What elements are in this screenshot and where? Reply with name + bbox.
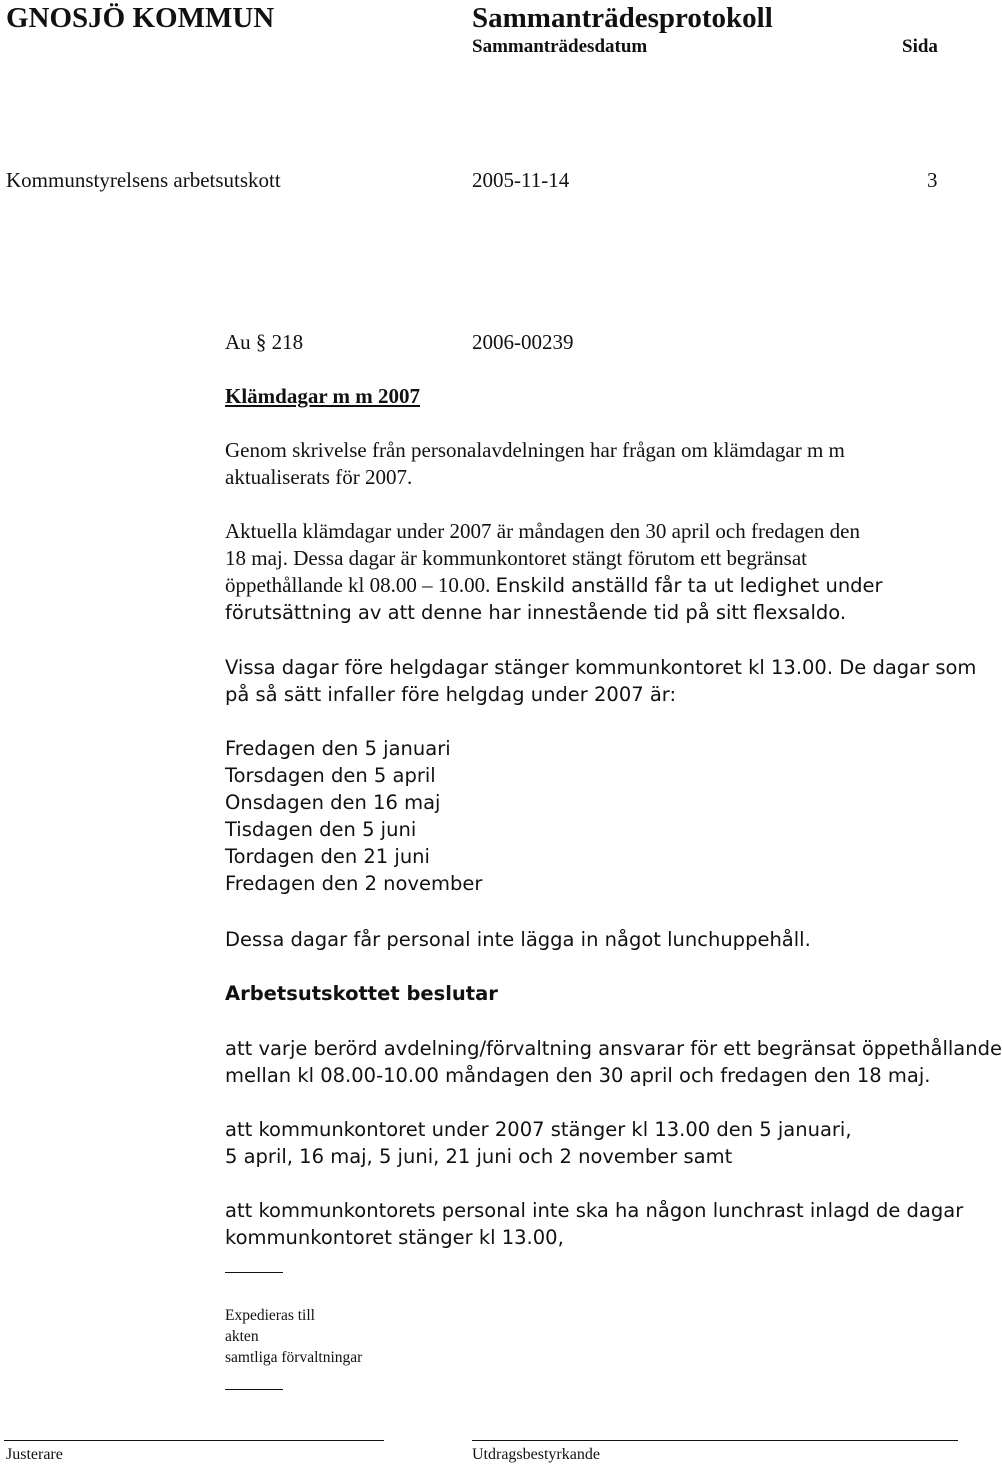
meeting-date: 2005-11-14 xyxy=(472,168,570,192)
municipality-name: GNOSJÖ KOMMUN xyxy=(6,2,275,34)
text-line: mellan kl 08.00-10.00 måndagen den 30 april och fredagen den 18 maj. xyxy=(225,1064,931,1087)
footer-rule-left xyxy=(4,1440,384,1441)
case-number: 2006-00239 xyxy=(472,330,574,354)
note xyxy=(225,926,955,953)
distribution xyxy=(225,1305,955,1368)
text-line: på så sätt infaller före helgdag under 2007 är: xyxy=(225,683,677,706)
text-fragment: Enskild anställd får ta ut ledighet under xyxy=(495,574,883,597)
list-item: Fredagen den 5 januari xyxy=(225,737,451,760)
recipient: akten xyxy=(225,1328,259,1345)
list-item: Tordagen den 21 juni xyxy=(225,845,430,868)
decision-item-2 xyxy=(225,1116,955,1170)
case-title: Klämdagar m m 2007 xyxy=(225,384,421,408)
text-line: 18 maj. Dessa dagar är kommunkontoret stängt förutom ett begränsat xyxy=(225,546,808,570)
list-item: Onsdagen den 16 maj xyxy=(225,791,441,814)
text-line xyxy=(225,654,977,681)
text-line: aktualiserats för 2007. xyxy=(225,465,413,489)
page-label: Sida xyxy=(902,36,938,57)
text-line xyxy=(225,572,955,599)
text-line: Aktuella klämdagar under 2007 är måndagen den 30 april och fredagen den xyxy=(225,519,861,543)
distribution-heading: Expedieras till xyxy=(225,1307,315,1324)
dates-list xyxy=(225,735,955,897)
decision-item-1 xyxy=(225,1035,1002,1089)
document-type: Sammanträdesprotokoll xyxy=(472,2,773,34)
text-line: kommunkontoret stänger kl 13.00, xyxy=(225,1226,564,1249)
footer-rule-right xyxy=(472,1440,958,1441)
text-line: att varje berörd avdelning/förvaltning ansvarar för ett begränsat öppethållande xyxy=(225,1037,1002,1060)
paragraph-3 xyxy=(225,654,977,708)
decision-item-3 xyxy=(225,1197,964,1251)
separator-rule xyxy=(225,1272,283,1273)
recipient: samtliga förvaltningar xyxy=(225,1349,363,1366)
paragraph-2 xyxy=(225,518,955,626)
text-line: att kommunkontoret under 2007 stänger kl 13.00 den 5 januari, xyxy=(225,1118,852,1141)
decision-heading-block xyxy=(225,980,955,1007)
text-line: Dessa dagar får personal inte lägga in något lunchuppehåll. xyxy=(225,928,811,951)
meeting-date-label: Sammanträdesdatum xyxy=(472,36,648,57)
list-item: Torsdagen den 5 april xyxy=(225,764,436,787)
text-fragment: öppethållande kl 08.00 – 10.00. xyxy=(225,573,496,597)
separator-rule xyxy=(225,1389,283,1390)
text-line: Genom skrivelse från personalavdelningen har frågan om klämdagar m m xyxy=(225,438,845,462)
text-fragment: De dagar som xyxy=(839,656,977,679)
list-item: Tisdagen den 5 juni xyxy=(225,818,417,841)
text-line: att kommunkontorets personal inte ska ha någon lunchrast inlagd de dagar xyxy=(225,1199,964,1222)
paragraph-number: Au § 218 xyxy=(225,330,304,354)
text-fragment: Vissa dagar före helgdagar stänger kommunkontoret kl 13.00. xyxy=(225,656,840,679)
text-line: förutsättning av att denne har innestående tid på sitt flexsaldo. xyxy=(225,601,847,624)
text-line: 5 april, 16 maj, 5 juni, 21 juni och 2 november samt xyxy=(225,1145,733,1168)
decision-heading: Arbetsutskottet beslutar xyxy=(225,982,498,1005)
footer-certification-label: Utdragsbestyrkande xyxy=(472,1446,600,1463)
paragraph-1 xyxy=(225,437,955,491)
list-item: Fredagen den 2 november xyxy=(225,872,483,895)
meeting-body: Kommunstyrelsens arbetsutskott xyxy=(6,168,281,192)
page-number: 3 xyxy=(927,168,938,192)
footer-signer-label: Justerare xyxy=(6,1446,63,1463)
